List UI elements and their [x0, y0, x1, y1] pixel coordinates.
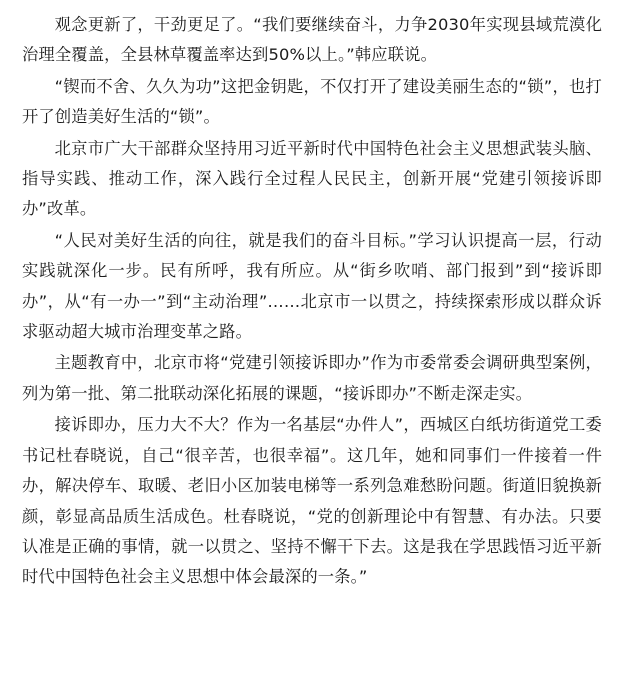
paragraph: “人民对美好生活的向往，就是我们的奋斗目标。”学习认识提高一层，行动实践就深化一步。民有所呼，我有所应。从“街乡吹哨、部门报到”到“接诉即办”，从“有一办一”到“主动治理”……北京市一以贯之，持续探索形成以群众诉求驱动超大城市治理变革之路。: [22, 230, 602, 342]
paragraph: 主题教育中，北京市将“党建引领接诉即办”作为市委常委会调研典型案例，列为第一批、第二批联动深化拓展的课题，“接诉即办”不断走深走实。: [22, 353, 602, 403]
paragraph: “锲而不舍、久久为功”这把金钥匙，不仅打开了建设美丽生态的“锁”，也打开了创造美好生活的“锁”。: [22, 76, 602, 127]
paragraph: 接诉即办，压力大不大？作为一名基层“办件人”，西城区白纸坊街道党工委书记杜春晓说，自己“很辛苦，也很幸福”。这几年，她和同事们一件接着一件办，解决停车、取暖、老旧小区加装电梯等一系列急难愁盼问题。街道旧貌换新颜，彰显高品质生活成色。杜春晓说，“党的创新理论中有智慧、有办法。只要认准是正确的事情，就一以贯之、坚持不懈干下去。这是我在学思践悟习近平新时代中国特色社会主义思想中体会最深的一条。”: [22, 415, 602, 587]
paragraph: 北京市广大干部群众坚持用习近平新时代中国特色社会主义思想武装头脑、指导实践、推动工作，深入践行全过程人民民主，创新开展“党建引领接诉即办”改革。: [22, 138, 602, 219]
paragraph: 观念更新了，干劲更足了。“我们要继续奋斗，力争2030年实现县域荒漠化治理全覆盖，全县林草覆盖率达到50%以上。”韩应联说。: [22, 15, 602, 65]
